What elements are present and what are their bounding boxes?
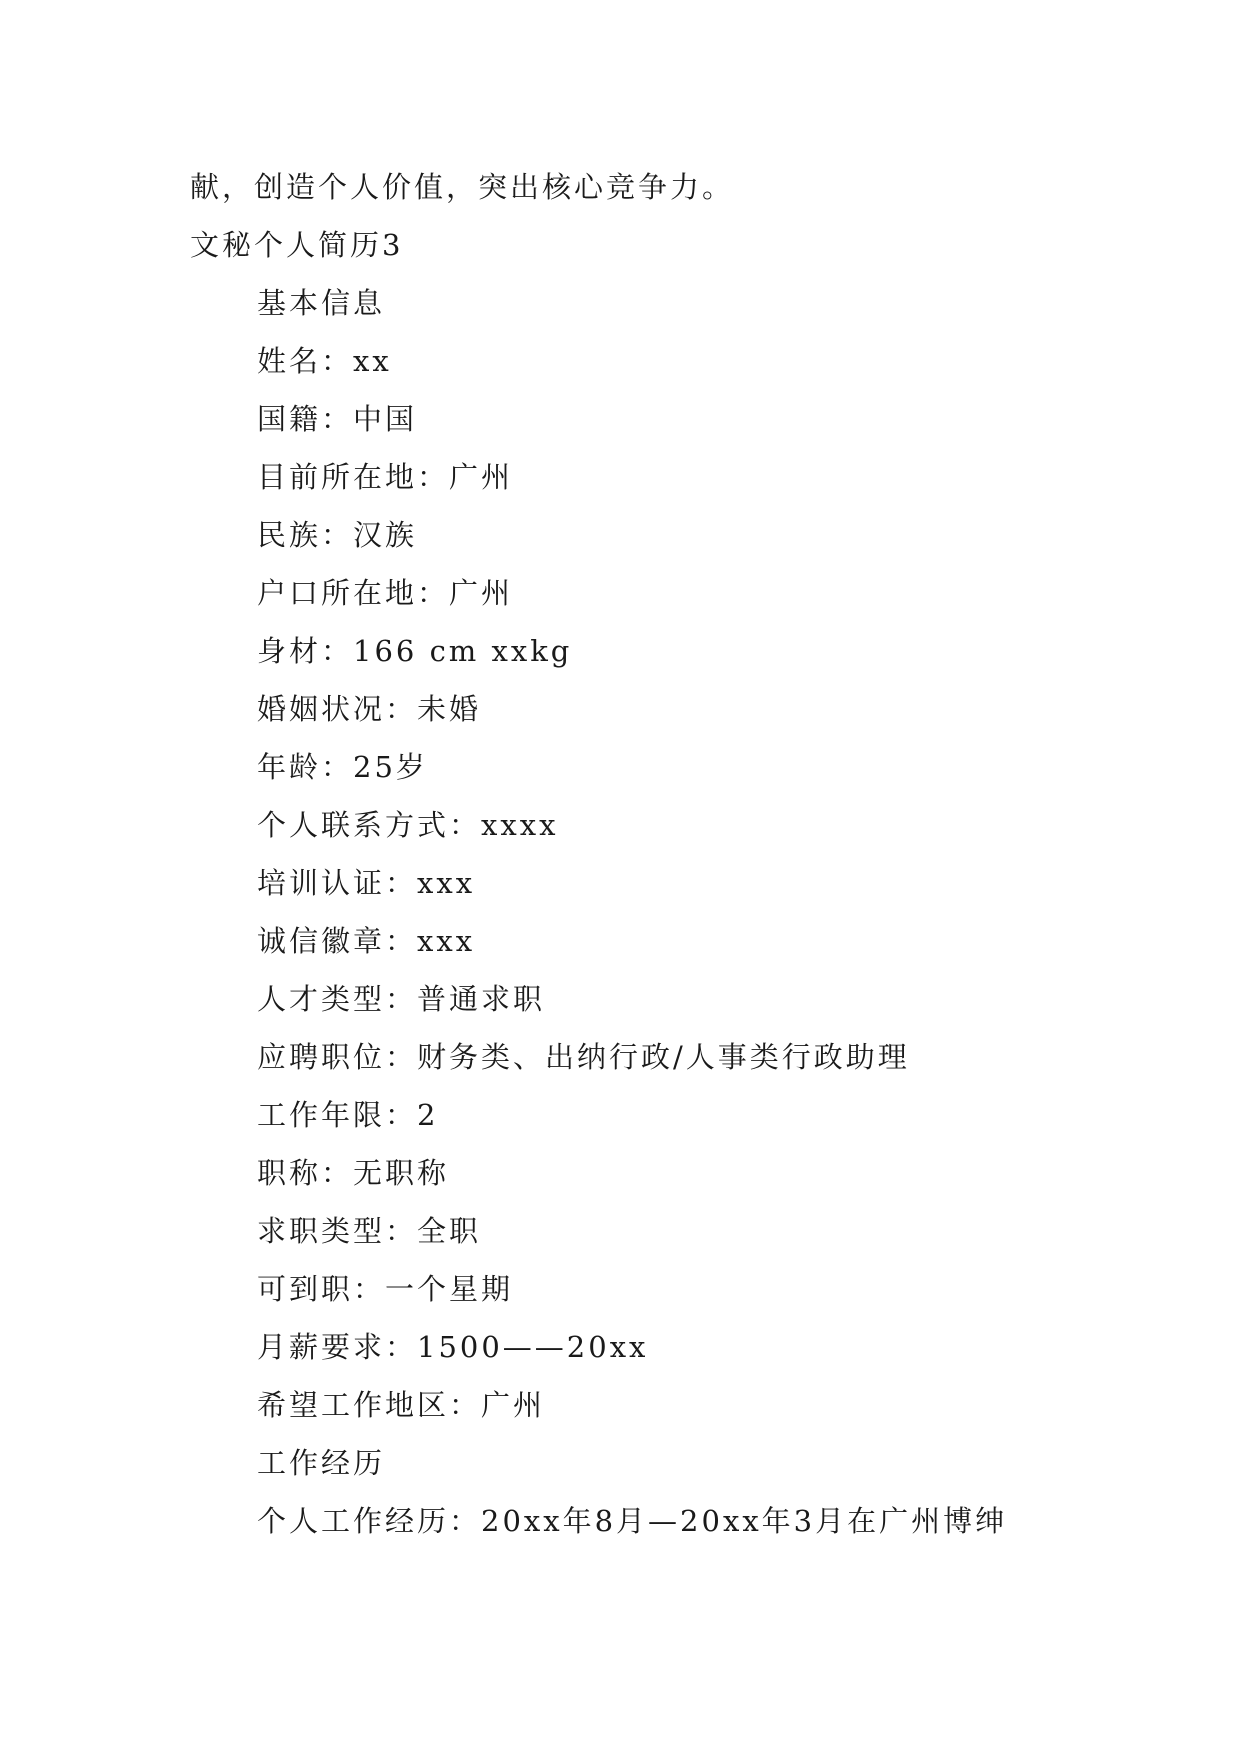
field-job-type: 求职类型：全职 xyxy=(257,1214,482,1248)
field-talent-type: 人才类型：普通求职 xyxy=(257,982,546,1016)
field-marital-status: 婚姻状况：未婚 xyxy=(257,692,482,726)
field-salary: 月薪要求：1500——20xx xyxy=(257,1330,649,1364)
field-physique: 身材：166 cm xxkg xyxy=(257,634,573,668)
field-preferred-area: 希望工作地区：广州 xyxy=(257,1388,546,1422)
field-certification: 培训认证：xxx xyxy=(257,866,476,900)
field-work-history: 个人工作经历：20xx年8月—20xx年3月在广州博绅 xyxy=(257,1504,1008,1538)
section-title: 文秘个人简历3 xyxy=(190,228,404,262)
field-availability: 可到职：一个星期 xyxy=(257,1272,514,1306)
field-age: 年龄：25岁 xyxy=(257,750,428,784)
field-title: 职称：无职称 xyxy=(257,1156,450,1190)
field-work-years: 工作年限：2 xyxy=(257,1098,439,1132)
field-nationality: 国籍：中国 xyxy=(257,402,418,436)
continuation-text: 献，创造个人价值，突出核心竞争力。 xyxy=(190,170,735,204)
heading-basic-info: 基本信息 xyxy=(257,286,386,320)
field-hukou-location: 户口所在地：广州 xyxy=(257,576,514,610)
field-current-location: 目前所在地：广州 xyxy=(257,460,514,494)
field-name: 姓名：xx xyxy=(257,344,392,378)
field-ethnicity: 民族：汉族 xyxy=(257,518,418,552)
field-integrity-badge: 诚信徽章：xxx xyxy=(257,924,476,958)
heading-work-experience: 工作经历 xyxy=(257,1446,386,1480)
field-contact: 个人联系方式：xxxx xyxy=(257,808,559,842)
field-position-applied: 应聘职位：财务类、出纳行政/人事类行政助理 xyxy=(257,1040,910,1074)
